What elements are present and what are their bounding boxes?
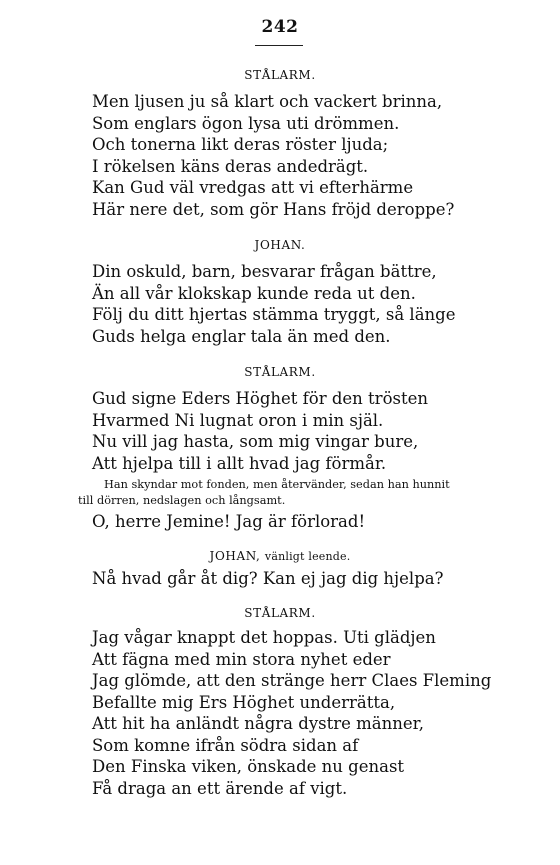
verse-block xyxy=(92,91,454,220)
verse-line: Den Finska viken, önskade nu genast xyxy=(92,757,405,776)
verse-line: Att hit ha anländt några dystre männer, xyxy=(92,714,424,733)
verse-line: Kan Gud väl vredgas att vi efterhärme xyxy=(92,178,414,197)
verse-line: Och tonerna likt deras röster ljuda; xyxy=(92,135,389,154)
speaker-name: JOHAN, xyxy=(209,549,261,563)
verse-block xyxy=(92,261,455,347)
stage-direction-line: Han skyndar mot fonden, men återvänder, sedan han hunnit xyxy=(104,478,450,491)
verse-line: Din oskuld, barn, besvarar frågan bättre, xyxy=(92,262,437,281)
verse-line: Hvarmed Ni lugnat oron i min själ. xyxy=(92,410,384,430)
verse-block xyxy=(92,511,365,533)
verse-line: Än all vår klokskap kunde reda ut den. xyxy=(92,283,416,303)
stage-direction xyxy=(78,477,450,509)
verse-line: I rökelsen käns deras andedrägt. xyxy=(92,156,369,176)
verse-block xyxy=(92,388,428,474)
verse-line: Nu vill jag hasta, som mig vingar bure, xyxy=(92,432,419,451)
verse-line: Jag vågar knappt det hoppas. Uti glädjen xyxy=(92,628,436,647)
verse-block xyxy=(92,627,491,799)
verse-line: Jag glömde, att den stränge herr Claes Fleming xyxy=(92,671,492,690)
speaker-line xyxy=(0,549,560,563)
verse-line: Nå hvad går åt dig? Kan ej jag dig hjelpa? xyxy=(92,569,444,588)
verse-line: Följ du ditt hjertas stämma tryggt, så länge xyxy=(92,305,456,324)
speaker-name: STÅLARM. xyxy=(244,365,316,379)
speaker-name: JOHAN. xyxy=(254,238,306,252)
speaker-name: STÅLARM. xyxy=(244,68,316,82)
verse-line: Som englars ögon lysa uti drömmen. xyxy=(92,113,400,133)
verse-line: Här nere det, som gör Hans fröjd deroppe? xyxy=(92,199,455,219)
speaker-direction: vänligt leende. xyxy=(264,550,351,563)
verse-line: Få draga an ett ärende af vigt. xyxy=(92,778,348,798)
page-number: 242 xyxy=(261,17,299,37)
stage-direction-line: till dörren, nedslagen och långsamt. xyxy=(78,494,286,507)
speaker-name: STÅLARM. xyxy=(244,606,316,620)
verse-line: Att hjelpa till i allt hvad jag förmår. xyxy=(92,453,387,473)
verse-line: O, herre Jemine! Jag är förlorad! xyxy=(92,512,366,531)
verse-line: Gud signe Eders Höghet för den trösten xyxy=(92,389,428,408)
verse-line: Men ljusen ju så klart och vackert brinna, xyxy=(92,92,443,111)
verse-line: Att fägna med min stora nyhet eder xyxy=(92,649,391,669)
verse-line: Befallte mig Ers Höghet underrätta, xyxy=(92,692,396,712)
verse-line: Som komne ifrån södra sidan af xyxy=(92,735,359,755)
verse-block xyxy=(92,568,443,590)
header-rule xyxy=(255,45,303,46)
verse-line: Guds helga englar tala än med den. xyxy=(92,326,391,346)
